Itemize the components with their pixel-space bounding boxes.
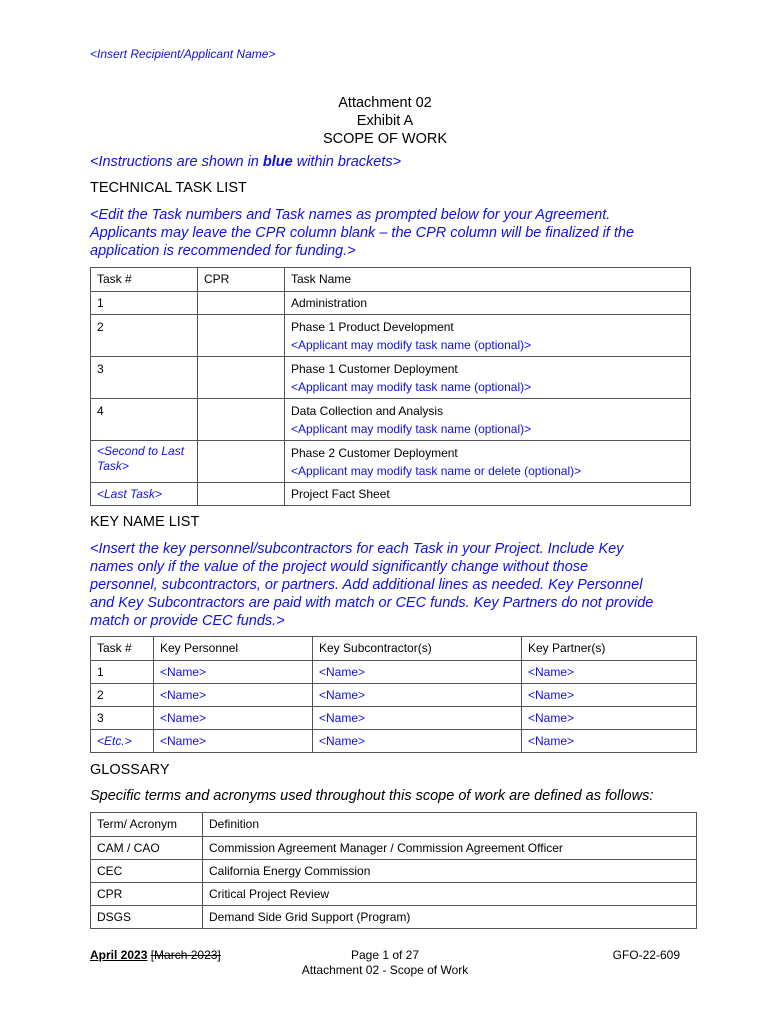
task-name-text: Phase 2 Customer Deployment <box>291 446 458 460</box>
task-cpr <box>198 399 285 441</box>
footer-current-date: April 2023 <box>90 948 148 962</box>
key-partner: <Name> <box>522 730 697 753</box>
task-number-text: 3 <box>97 362 104 376</box>
task-list-heading: TECHNICAL TASK LIST <box>90 180 247 196</box>
task-number: <Etc.> <box>91 730 154 753</box>
key-partner: <Name> <box>522 661 697 684</box>
glossary-definition: Commission Agreement Manager / Commission Agreement Officer <box>203 837 697 860</box>
task-name <box>285 315 691 357</box>
glossary-term: CEC <box>91 860 203 883</box>
task-number-line: Task> <box>97 459 129 473</box>
task-table <box>90 267 691 506</box>
title-attachment: Attachment 02 <box>338 95 432 111</box>
header-cpr: CPR <box>198 268 285 292</box>
table-row <box>91 730 697 753</box>
table-row <box>91 883 697 906</box>
glossary-term: DSGS <box>91 906 203 929</box>
key-personnel: <Name> <box>154 684 313 707</box>
title-exhibit: Exhibit A <box>356 113 414 129</box>
key-name-note-line: names only if the value of the project would significantly change without those <box>90 559 589 575</box>
key-name-note-line: match or provide CEC funds.> <box>90 613 285 629</box>
task-list-note-line: Applicants may leave the CPR column blank – the CPR column will be finalized if the <box>90 225 635 241</box>
task-name-text: Phase 1 Product Development <box>291 320 454 334</box>
key-subcontractor: <Name> <box>313 661 522 684</box>
key-name-note-line: and Key Subcontractors are paid with match or CEC funds. Key Partners do not provide <box>90 595 654 611</box>
header-task-number: Task # <box>91 637 154 661</box>
table-row <box>91 483 691 506</box>
task-number-line: <Second to Last <box>97 444 185 458</box>
table-header-row <box>91 637 697 661</box>
task-number: 1 <box>91 661 154 684</box>
instructions-bold: blue <box>262 154 293 170</box>
glossary-term: CPR <box>91 883 203 906</box>
footer-code: GFO-22-609 <box>612 948 680 962</box>
task-cpr <box>198 292 285 315</box>
header-key-personnel: Key Personnel <box>154 637 313 661</box>
task-number <box>91 399 198 441</box>
key-name-heading: KEY NAME LIST <box>90 514 200 530</box>
key-personnel: <Name> <box>154 661 313 684</box>
footer-doc-name: Attachment 02 - Scope of Work <box>301 963 469 977</box>
header-key-subcontractors: Key Subcontractor(s) <box>313 637 522 661</box>
task-list-note-line: <Edit the Task numbers and Task names as prompted below for your Agreement. <box>90 207 611 223</box>
key-partner: <Name> <box>522 707 697 730</box>
task-number: 3 <box>91 707 154 730</box>
key-personnel: <Name> <box>154 730 313 753</box>
task-name <box>285 357 691 399</box>
table-row <box>91 441 691 483</box>
footer-page-number: Page 1 of 27 <box>350 948 420 962</box>
task-name: Administration <box>285 292 691 315</box>
title-block <box>0 94 770 148</box>
glossary-definition: Demand Side Grid Support (Program) <box>203 906 697 929</box>
glossary-term: CAM / CAO <box>91 837 203 860</box>
table-row <box>91 315 691 357</box>
task-number-text: 2 <box>97 320 104 334</box>
task-cpr <box>198 315 285 357</box>
key-subcontractor: <Name> <box>313 684 522 707</box>
table-header-row <box>91 268 691 292</box>
task-cpr <box>198 483 285 506</box>
task-cpr <box>198 441 285 483</box>
table-row <box>91 707 697 730</box>
glossary-table <box>90 812 697 929</box>
task-name-note: <Applicant may modify task name (optional)> <box>291 380 532 394</box>
key-subcontractor: <Name> <box>313 730 522 753</box>
key-name-note-line: <Insert the key personnel/subcontractors for each Task in your Project. Include Key <box>90 541 624 557</box>
header-key-partners: Key Partner(s) <box>522 637 697 661</box>
key-personnel: <Name> <box>154 707 313 730</box>
key-name-note <box>90 540 690 630</box>
task-name <box>285 441 691 483</box>
table-row <box>91 684 697 707</box>
instructions-note <box>90 154 401 170</box>
task-list-note <box>90 206 680 260</box>
task-number <box>91 357 198 399</box>
table-row <box>91 357 691 399</box>
task-number-text: 4 <box>97 404 104 418</box>
instructions-prefix: <Instructions are shown in <box>90 154 263 170</box>
header-definition: Definition <box>203 813 697 837</box>
table-row <box>91 661 697 684</box>
table-row <box>91 837 697 860</box>
header-task-name: Task Name <box>285 268 691 292</box>
task-number: 1 <box>91 292 198 315</box>
footer-struck-date: [March 2023] <box>150 948 221 962</box>
table-row <box>91 399 691 441</box>
task-cpr <box>198 357 285 399</box>
header-task-number: Task # <box>91 268 198 292</box>
title-scope: SCOPE OF WORK <box>322 131 448 147</box>
table-row <box>91 906 697 929</box>
glossary-definition: Critical Project Review <box>203 883 697 906</box>
key-name-table <box>90 636 697 753</box>
instructions-suffix: within brackets> <box>292 154 402 170</box>
task-number: 2 <box>91 684 154 707</box>
glossary-definition: California Energy Commission <box>203 860 697 883</box>
key-partner: <Name> <box>522 684 697 707</box>
header-term: Term/ Acronym <box>91 813 203 837</box>
table-row <box>91 292 691 315</box>
task-number: <Last Task> <box>91 483 198 506</box>
task-name-note: <Applicant may modify task name or delete (optional)> <box>291 464 582 478</box>
task-name: Project Fact Sheet <box>285 483 691 506</box>
task-number <box>91 441 198 483</box>
key-name-note-line: personnel, subcontractors, or partners. Add additional lines as needed. Key Personnel <box>90 577 643 593</box>
task-name-text: Data Collection and Analysis <box>291 404 444 418</box>
task-name-note: <Applicant may modify task name (optional)> <box>291 422 532 436</box>
task-name-text: Phase 1 Customer Deployment <box>291 362 458 376</box>
table-header-row <box>91 813 697 837</box>
task-list-note-line: application is recommended for funding.> <box>90 243 356 259</box>
glossary-heading: GLOSSARY <box>90 762 170 778</box>
task-name-note: <Applicant may modify task name (optional)> <box>291 338 532 352</box>
key-subcontractor: <Name> <box>313 707 522 730</box>
glossary-intro: Specific terms and acronyms used throughout this scope of work are defined as follows: <box>90 788 654 804</box>
table-row <box>91 860 697 883</box>
recipient-placeholder: <Insert Recipient/Applicant Name> <box>90 47 276 61</box>
task-number <box>91 315 198 357</box>
task-name <box>285 399 691 441</box>
